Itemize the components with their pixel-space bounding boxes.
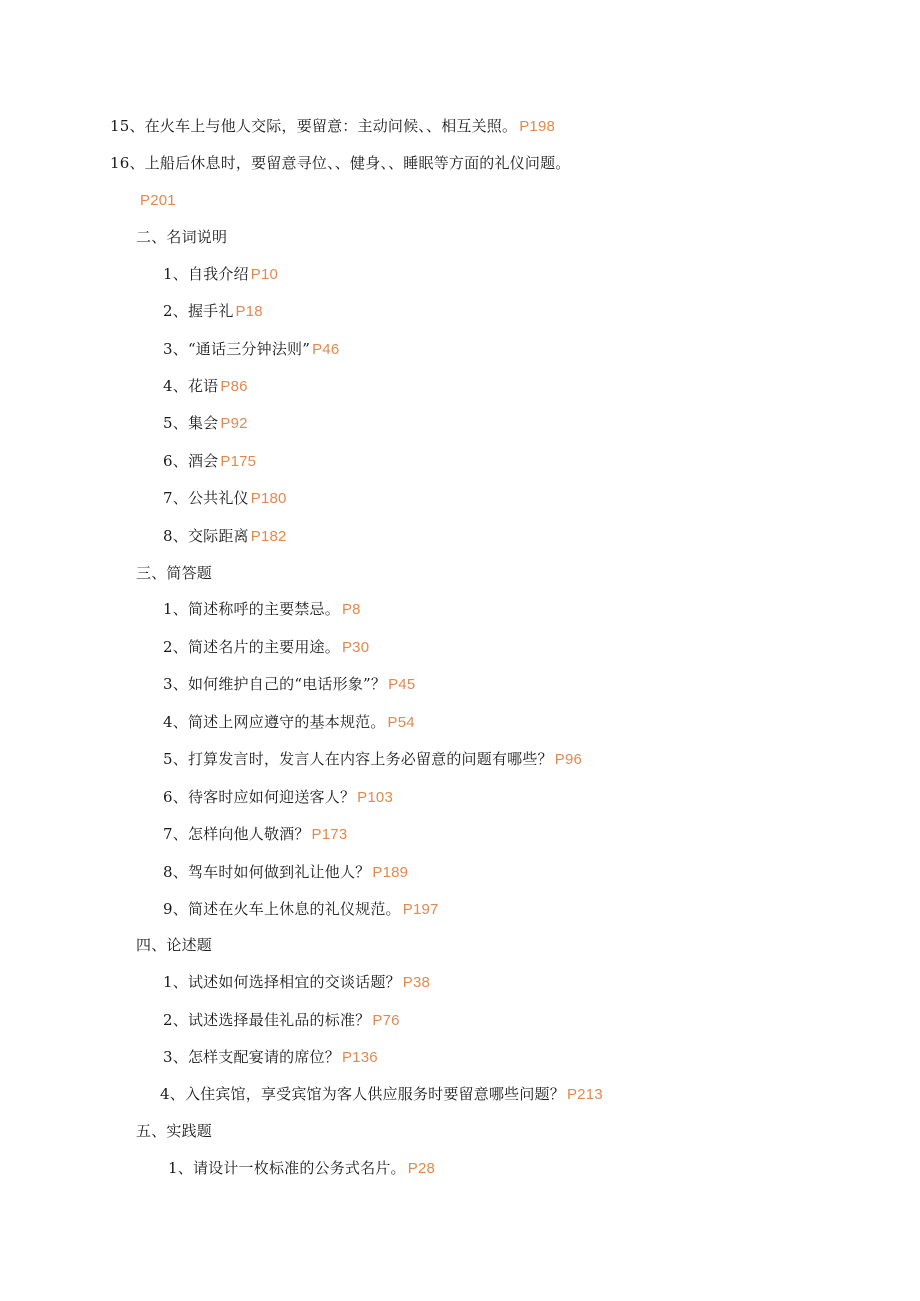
question-16-reference-line xyxy=(140,190,176,211)
list-item xyxy=(163,899,439,920)
page-reference: P197 xyxy=(402,901,439,918)
item-text: 3、“通话三分钟法则” xyxy=(163,340,311,358)
section-heading-short-answer: 三、简答题 xyxy=(136,564,213,582)
page-reference: P182 xyxy=(250,528,287,545)
item-text: 7、怎样向他人敬酒？ xyxy=(163,825,310,843)
page-reference: P30 xyxy=(341,639,370,656)
page-reference: P18 xyxy=(235,303,263,320)
item-text: 1、试述如何选择相宜的交谈话题？ xyxy=(163,973,401,991)
list-item xyxy=(163,488,287,509)
item-text: 1、请设计一枚标准的公务式名片。 xyxy=(168,1159,406,1177)
list-item xyxy=(163,526,287,547)
item-text: 8、交际距离 xyxy=(163,527,249,545)
list-item xyxy=(163,451,256,472)
list-item xyxy=(163,824,347,845)
page-reference: P10 xyxy=(250,266,279,283)
page-reference: P96 xyxy=(554,751,583,768)
item-text: 2、试述选择最佳礼品的标准？ xyxy=(163,1011,371,1029)
page-reference: P198 xyxy=(519,118,556,135)
item-text: 7、公共礼仪 xyxy=(163,489,249,507)
item-text: 6、酒会 xyxy=(163,452,219,470)
list-item xyxy=(163,1047,378,1068)
list-item xyxy=(163,413,248,434)
item-text: 5、集会 xyxy=(163,414,219,432)
section-heading-practice: 五、实践题 xyxy=(136,1122,213,1140)
list-item xyxy=(163,862,408,883)
page-reference: P45 xyxy=(388,676,416,693)
section-heading-terms: 二、名词说明 xyxy=(136,228,228,246)
item-text: 8、驾车时如何做到礼让他人？ xyxy=(163,863,371,881)
page-reference: P175 xyxy=(220,453,257,470)
list-item xyxy=(163,339,339,360)
page-reference: P38 xyxy=(402,974,431,991)
page-reference: P201 xyxy=(140,192,176,209)
item-text: 5、打算发言时，发言人在内容上务必留意的问题有哪些？ xyxy=(163,750,553,768)
item-text: 4、入住宾馆，享受宾馆为客人供应服务时要留意哪些问题？ xyxy=(160,1085,565,1103)
item-text: 3、如何维护自己的“电话形象”？ xyxy=(163,675,387,693)
page-reference: P173 xyxy=(311,826,348,843)
page-reference: P46 xyxy=(312,341,340,358)
list-item xyxy=(163,712,415,733)
page-reference: P8 xyxy=(341,601,361,618)
list-item xyxy=(163,1010,400,1031)
page-reference: P103 xyxy=(357,789,393,806)
page-reference: P54 xyxy=(387,714,415,731)
page-reference: P86 xyxy=(220,378,248,395)
item-text: 6、待客时应如何迎送客人？ xyxy=(163,788,356,806)
list-item xyxy=(163,749,582,770)
item-text: 1、简述称呼的主要禁忌。 xyxy=(163,600,340,618)
item-text: 1、自我介绍 xyxy=(163,265,249,283)
question-text: 15、在火车上与他人交际，要留意：主动问候、、相互关照。 xyxy=(110,117,518,135)
item-text: 2、握手礼 xyxy=(163,302,234,320)
list-item xyxy=(163,264,278,285)
question-16 xyxy=(110,153,571,173)
section-heading-essay: 四、论述题 xyxy=(136,936,213,954)
list-item xyxy=(163,599,361,620)
list-item xyxy=(163,637,369,658)
list-item xyxy=(168,1158,435,1179)
item-text: 3、怎样支配宴请的席位？ xyxy=(163,1048,340,1066)
list-item xyxy=(163,972,430,993)
list-item xyxy=(163,376,248,397)
page-reference: P213 xyxy=(566,1086,603,1103)
question-text: 16、上船后休息时，要留意寻位、、健身、、睡眠等方面的礼仪问题。 xyxy=(110,154,571,172)
item-text: 2、简述名片的主要用途。 xyxy=(163,638,340,656)
page-reference: P28 xyxy=(407,1160,436,1177)
page-reference: P189 xyxy=(372,864,409,881)
list-item xyxy=(160,1084,603,1105)
page-reference: P136 xyxy=(341,1049,378,1066)
list-item xyxy=(163,301,263,322)
page-reference: P92 xyxy=(220,415,248,432)
question-15 xyxy=(110,116,555,137)
item-text: 4、简述上网应遵守的基本规范。 xyxy=(163,713,386,731)
page-reference: P76 xyxy=(372,1012,400,1029)
item-text: 4、花语 xyxy=(163,377,219,395)
page-reference: P180 xyxy=(250,490,287,507)
item-text: 9、简述在火车上休息的礼仪规范。 xyxy=(163,900,401,918)
list-item xyxy=(163,674,415,695)
list-item xyxy=(163,787,393,808)
